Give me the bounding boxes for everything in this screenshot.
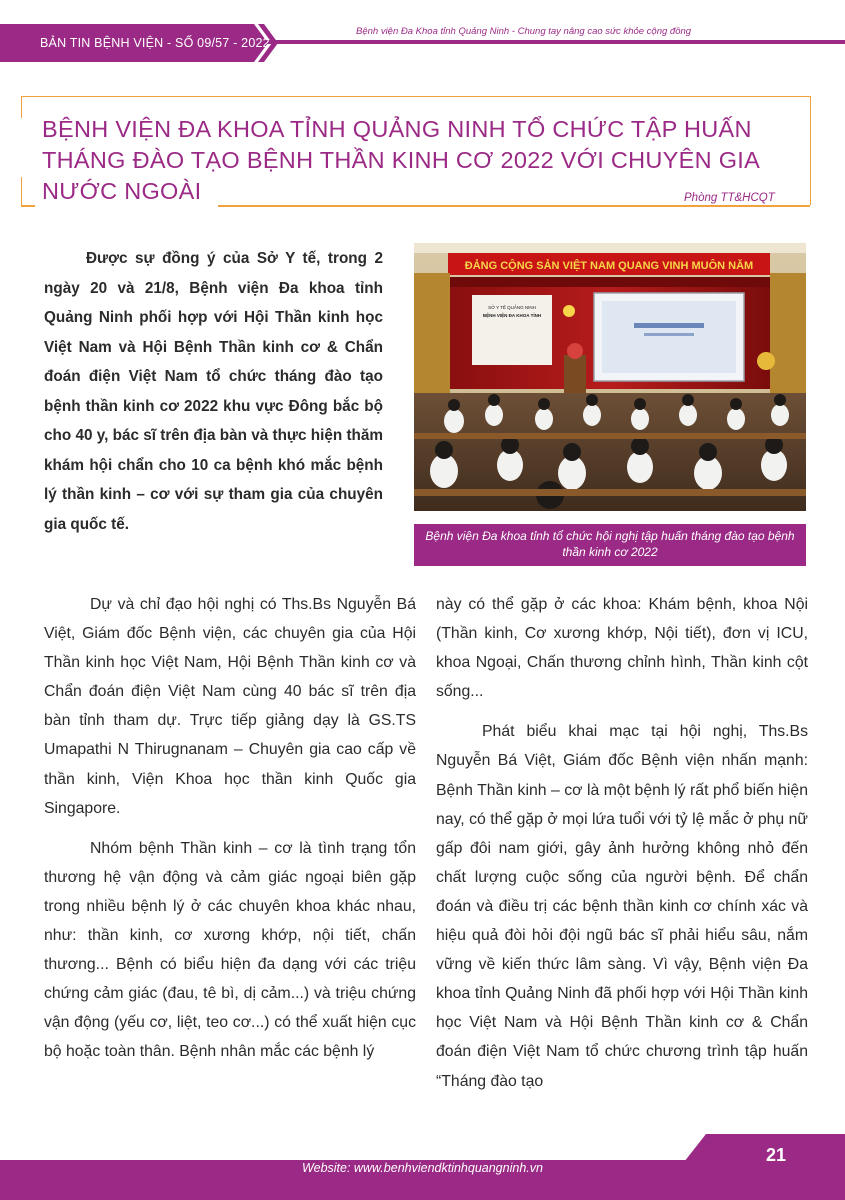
header-slogan: Bệnh viện Đa Khoa tỉnh Quảng Ninh - Chung tay nâng cao sức khỏe cộng đồng xyxy=(356,26,692,37)
frame-tick xyxy=(21,177,23,205)
issue-label: BẢN TIN BỆNH VIỆN - SỐ 09/57 - 2022 xyxy=(40,36,270,50)
header-rule xyxy=(240,40,845,44)
emblem-icon xyxy=(563,305,575,317)
paragraph: Nhóm bệnh Thần kinh – cơ là tình trạng tổn thương hệ vận động và cảm giác ngoại biên gặp trong nhiều bệnh lý ở các chuyên khoa khác nhau, như: thần kinh, cơ xương khớp, nội tiết, chấn thương... Bệnh có biểu hiện đa dạng với các triệu chứng cảm giác (đau, tê bì, dị cảm...) và triệu chứng vận động (yếu cơ, liệt, teo cơ...) có thể xuất hiện cục bộ hoặc toàn thân. Bệnh nhân mắc các bệnh lý xyxy=(44,839,416,1061)
article-title: BỆNH VIỆN ĐA KHOA TỈNH QUẢNG NINH TỔ CHỨC TẬP HUẤN THÁNG ĐÀO TẠO BỆNH THẦN KINH CƠ 2022 VỚI CHUYÊN GIA NƯỚC NGOÀI xyxy=(42,116,759,204)
photo-caption: Bệnh viện Đa khoa tỉnh tổ chức hội nghị tập huấn tháng đào tạo bệnh thần kinh cơ 2022 xyxy=(425,529,795,559)
byline: Phòng TT&HCQT xyxy=(684,192,775,204)
website-link[interactable]: Website: www.benhviendktinhquangninh.vn xyxy=(302,1161,543,1175)
paragraph: Phát biểu khai mạc tại hội nghị, Ths.Bs Nguyễn Bá Việt, Giám đốc Bệnh viện nhấn mạnh: Bệnh Thần kinh – cơ là một bệnh lý rất phổ biến hiện nay, có thể gặp ở mọi lứa tuổi với tỷ lệ mắc ở phụ nữ gấp đôi nam giới, gây ảnh hưởng không nhỏ đến chất lượng cuộc sống của người bệnh. Để chẩn đoán và điều trị các bệnh thần kinh cơ chính xác và hiệu quả đòi hỏi đội ngũ bác sĩ phải hiểu sâu, nắm vững về kiến thức lâm sàng. Vì vậy, Bệnh viện Đa khoa tỉnh Quảng Ninh đã phối hợp với Hội Thần kinh học Việt Nam và Hội Bệnh Thần kinh cơ & Chẩn đoán điện Việt Nam tổ chức chương trình tập huấn “Tháng đào tạo xyxy=(436,723,808,1090)
photo-sign-line1: SỞ Y TẾ QUẢNG NINH xyxy=(488,305,536,310)
left-column xyxy=(44,590,416,1067)
conference-photo xyxy=(414,243,806,511)
right-column xyxy=(436,590,808,1096)
conference-photo-illustration xyxy=(414,243,806,511)
page-number-tab xyxy=(684,1134,845,1162)
page-number: 21 xyxy=(766,1145,787,1165)
paragraph: Dự và chỉ đạo hội nghị có Ths.Bs Nguyễn Bá Việt, Giám đốc Bệnh viện, các chuyên gia của Hội Thần kinh học Việt Nam, Hội Bệnh Thần kinh cơ và Chẩn đoán điện Việt Nam cùng 40 bác sĩ trên địa bàn tỉnh tham dự. Trực tiếp giảng dạy là GS.TS Umapathi N Thirugnanam – Chuyên gia cao cấp về thần kinh, Viện Khoa học thần kinh Quốc gia Singapore. xyxy=(44,596,416,817)
frame-corner xyxy=(21,96,23,118)
paragraph: này có thể gặp ở các khoa: Khám bệnh, khoa Nội (Thần kinh, Cơ xương khớp, Nội tiết), đơn vị ICU, khoa Ngoại, Chấn thương chỉnh hình, Thần kinh cột sống... xyxy=(436,596,808,701)
photo-banner-text: ĐẢNG CỘNG SẢN VIỆT NAM QUANG VINH MUÔN NĂM xyxy=(464,260,754,272)
frame-bottom-left xyxy=(21,205,35,207)
lead-paragraph: Được sự đồng ý của Sở Y tế, trong 2 ngày 20 và 21/8, Bệnh viện Đa khoa tỉnh Quảng Ninh phối hợp với Hội Thần kinh học Việt Nam và Hội Bệnh Thần kinh cơ & Chẩn đoán điện Việt Nam tổ chức tháng đào tạo bệnh thần kinh cơ 2022 khu vực Đông bắc bộ cho 40 y, bác sĩ trên địa bàn và thực hiện thăm khám hội chẩn cho 10 ca bệnh khó mắc bệnh lý thần kinh – cơ với sự tham gia của chuyên gia quốc tế. xyxy=(44,250,383,533)
photo-sign-line2: BỆNH VIỆN ĐA KHOA TỈNH xyxy=(482,313,542,318)
